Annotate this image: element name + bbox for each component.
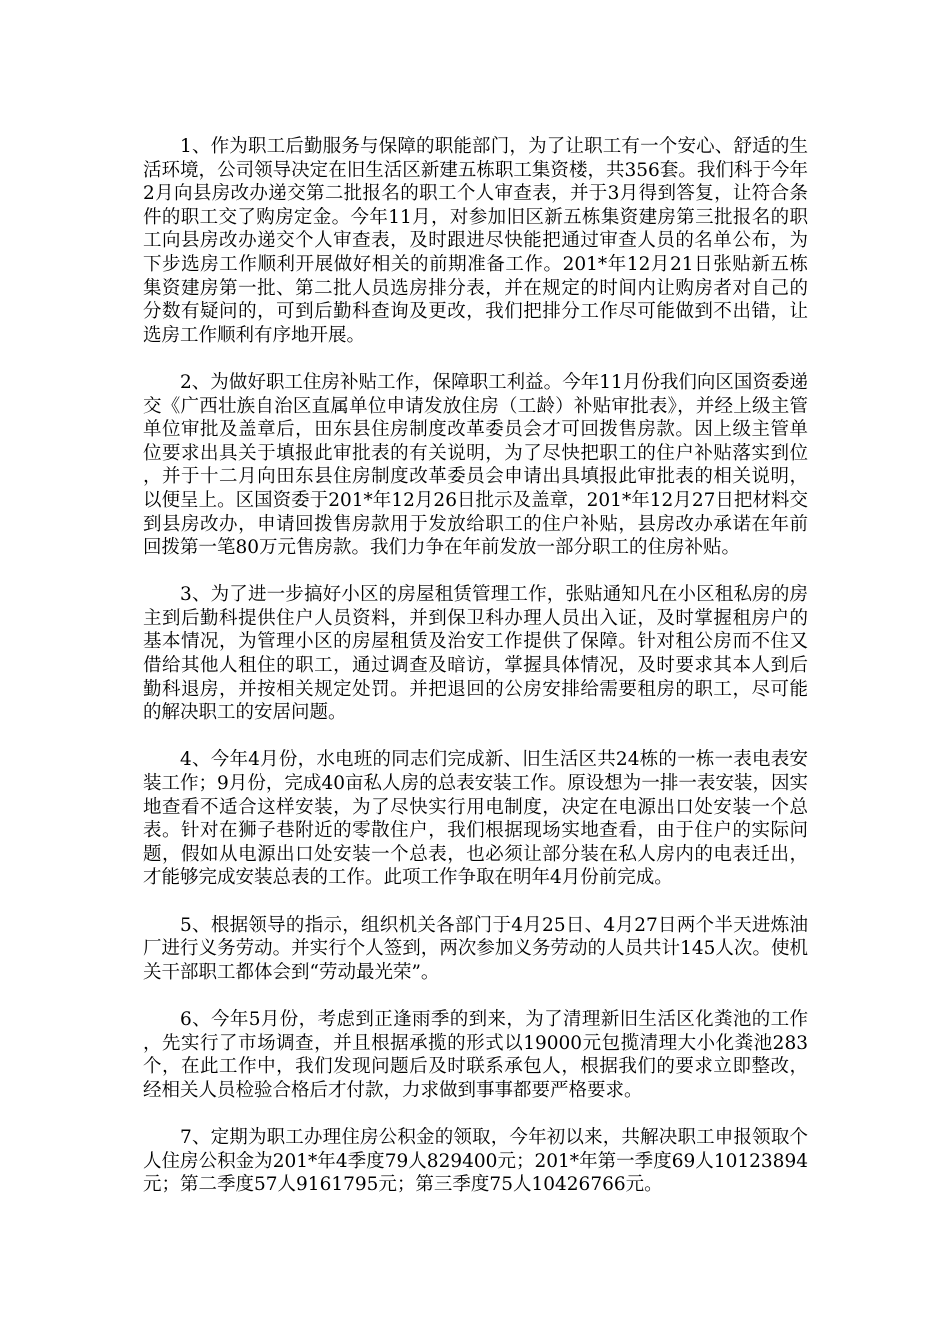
paragraph-6: 6、今年5月份，考虑到正逢雨季的到来，为了清理新旧生活区化粪池的工作，先实行了市场调查，并且根据承揽的形式以19000元包揽清理大小化粪池283个，在此工作中，我们发现问题后及时联系承包人，根据我们的要求立即整改，经相关人员检验合格后才付款，力求做到事事都要严格要求。: [143, 1008, 808, 1101]
document-body: [143, 135, 808, 1220]
paragraph-7: 7、定期为职工办理住房公积金的领取，今年初以来，共解决职工申报领取个人住房公积金为201*年4季度79人829400元；201*年第一季度69人10123894元；第二季度57人9161795元；第三季度75人10426766元。: [143, 1126, 808, 1196]
paragraph-1: 1、作为职工后勤服务与保障的职能部门，为了让职工有一个安心、舒适的生活环境，公司领导决定在旧生活区新建五栋职工集资楼，共356套。我们科于今年2月向县房改办递交第二批报名的职工个人审查表，并于3月得到答复，让符合条件的职工交了购房定金。今年11月，对参加旧区新五栋集资建房第三批报名的职工向县房改办递交个人审查表，及时跟进尽快能把通过审查人员的名单公布，为下步选房工作顺利开展做好相关的前期准备工作。201*年12月21日张贴新五栋集资建房第一批、第二批人员选房排分表，并在规定的时间内让购房者对自己的分数有疑问的，可到后勤科查询及更改，我们把排分工作尽可能做到不出错，让选房工作顺利有序地开展。: [143, 136, 808, 346]
paragraph-4: 4、今年4月份，水电班的同志们完成新、旧生活区共24栋的一栋一表电表安装工作；9月份，完成40亩私人房的总表安装工作。原设想为一排一表安装，因实地查看不适合这样安装，为了尽快实行用电制度，决定在电源出口处安装一个总表。针对在狮子巷附近的零散住户，我们根据现场实地查看，由于住户的实际问题，假如从电源出口处安装一个总表，也必须让部分装在私人房内的电表迁出，才能够完成安装总表的工作。此项工作争取在明年4月份前完成。: [143, 749, 808, 889]
paragraph-3: 3、为了进一步搞好小区的房屋租赁管理工作，张贴通知凡在小区租私房的房主到后勤科提供住户人员资料，并到保卫科办理人员出入证，及时掌握租房户的基本情况，为管理小区的房屋租赁及治安工作提供了保障。针对租公房而不住又借给其他人租住的职工，通过调查及暗访，掌握具体情况，及时要求其本人到后勤科退房，并按相关规定处罚。并把退回的公房安排给需要租房的职工，尽可能的解决职工的安居问题。: [143, 584, 808, 724]
paragraph-2: 2、为做好职工住房补贴工作，保障职工利益。今年11月份我们向区国资委递交《广西壮族自治区直属单位申请发放住房（工龄）补贴审批表》，并经上级主管单位审批及盖章后，田东县住房制度改革委员会才可回拨售房款。因上级主管单位要求出具关于填报此审批表的有关说明，为了尽快把职工的住户补贴落实到位，并于十二月向田东县住房制度改革委员会申请出具填报此审批表的相关说明，以便呈上。区国资委于201*年12月26日批示及盖章，201*年12月27日把材料交到县房改办，申请回拨售房款用于发放给职工的住户补贴，县房改办承诺在年前回拨第一笔80万元售房款。我们力争在年前发放一部分职工的住房补贴。: [143, 371, 808, 559]
paragraph-5: 5、根据领导的指示，组织机关各部门于4月25日、4月27日两个半天进炼油厂进行义务劳动。并实行个人签到，两次参加义务劳动的人员共计145人次。使机关干部职工都体会到“劳动最光荣”。: [143, 914, 808, 983]
